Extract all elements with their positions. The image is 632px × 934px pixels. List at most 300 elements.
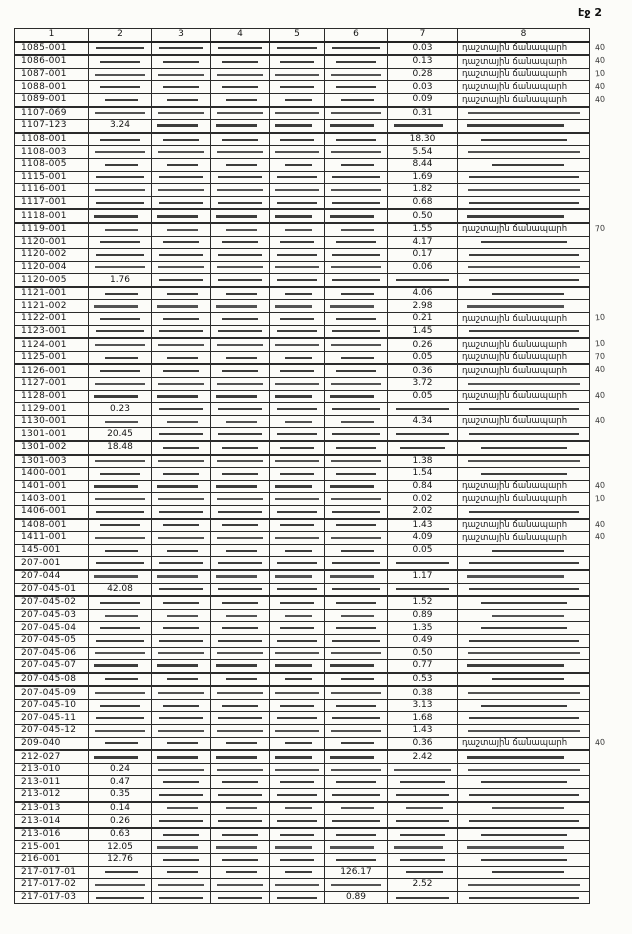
value-cell-col5 [270,120,325,133]
empty-cell-dash [341,164,373,166]
value-cell-col3 [152,171,211,184]
land-use-cell: դաշտային ճանապարհ [458,55,590,68]
land-use-cell [458,634,590,647]
empty-cell-dash [330,846,374,849]
value-cell-col6 [325,300,388,313]
empty-cell-dash [330,664,374,667]
value-cell-col7: 0.89 [388,609,458,622]
empty-cell-dash [159,897,203,899]
land-use-cell [458,841,590,854]
value-cell-col2 [89,544,152,557]
empty-cell-dash [95,692,145,694]
parcel-code: 216-001 [15,854,89,867]
value-cell-col6 [325,815,388,828]
value-cell-col2 [89,686,152,699]
margin-note [590,107,616,120]
value-cell-col6 [325,249,388,262]
empty-cell-dash [481,602,568,604]
value-cell-col2 [89,519,152,532]
empty-cell-dash [222,602,258,604]
margin-note-value: 10 [594,312,606,323]
empty-cell-dash [163,139,199,141]
empty-cell-dash [330,575,374,578]
value-cell-col6 [325,854,388,867]
land-use-cell [458,647,590,660]
value-cell-col2: 0.23 [89,403,152,416]
empty-cell-dash [94,575,138,578]
margin-note [590,236,616,249]
table-row [15,763,616,776]
value-cell-col7: 0.26 [388,338,458,351]
margin-note [590,712,616,725]
value-cell-col6: 126.17 [325,866,388,879]
value-cell-col6 [325,390,388,403]
value-cell-col7: 0.17 [388,249,458,262]
value-cell-col7: 0.05 [388,351,458,364]
value-cell-col4 [211,468,270,481]
value-cell-col7: 0.36 [388,737,458,750]
parcel-code: 1108-003 [15,146,89,159]
value-cell-col6 [325,634,388,647]
margin-note [590,828,616,841]
value-cell-col2: 0.24 [89,763,152,776]
value-cell-col5 [270,133,325,146]
value-cell-col2 [89,480,152,493]
land-use-cell [458,699,590,712]
margin-note [590,171,616,184]
empty-cell-dash [481,627,568,629]
parcel-code: 1120-002 [15,249,89,262]
value-cell-col7: 0.36 [388,364,458,377]
empty-cell-dash [158,769,205,771]
empty-cell-dash [469,588,578,590]
value-cell-col5 [270,209,325,223]
empty-cell-dash [396,794,449,796]
margin-note [590,55,616,68]
empty-cell-dash [285,421,313,423]
empty-cell-dash [94,395,138,398]
value-cell-col7: 0.84 [388,480,458,493]
value-cell-col5 [270,570,325,583]
empty-cell-dash [285,742,313,744]
value-cell-col6 [325,557,388,570]
parcel-code: 1118-001 [15,209,89,223]
value-cell-col4 [211,364,270,377]
value-cell-col2 [89,866,152,879]
table-row [15,133,616,146]
value-cell-col4 [211,519,270,532]
value-cell-col6 [325,261,388,274]
empty-cell-dash [95,189,145,191]
value-cell-col2: 12.05 [89,841,152,854]
empty-cell-dash [275,692,318,694]
empty-cell-dash [468,112,580,114]
table-row [15,493,616,506]
column-header-4: 4 [211,29,270,42]
value-cell-col5 [270,184,325,197]
empty-cell-dash [275,664,312,667]
empty-cell-dash [157,846,198,849]
empty-cell-dash [159,820,203,822]
empty-cell-dash [469,279,578,281]
value-cell-col6 [325,428,388,441]
value-cell-col4 [211,81,270,94]
empty-cell-dash [492,615,564,617]
empty-cell-dash [216,124,257,127]
empty-cell-dash [158,652,205,654]
empty-cell-dash [95,112,145,114]
value-cell-col5 [270,802,325,815]
table-row [15,364,616,377]
value-cell-col4 [211,236,270,249]
value-cell-col6 [325,841,388,854]
empty-cell-dash [100,370,139,372]
empty-cell-dash [277,897,317,899]
page-number: էջ 2 [578,6,602,19]
table-row [15,532,616,545]
value-cell-col6 [325,93,388,106]
value-cell-col2 [89,660,152,673]
value-cell-col4 [211,42,270,56]
value-cell-col3 [152,146,211,159]
empty-cell-dash [163,627,199,629]
empty-cell-dash [105,871,137,873]
empty-cell-dash [100,139,139,141]
empty-cell-dash [275,756,312,759]
margin-note [590,441,616,455]
value-cell-col4 [211,622,270,635]
empty-cell-dash [331,537,381,539]
empty-cell-dash [468,884,580,886]
empty-cell-dash [331,730,381,732]
land-use-cell [458,789,590,802]
empty-cell-dash [285,615,313,617]
value-cell-col7 [388,891,458,904]
empty-cell-dash [96,47,143,49]
empty-cell-dash [277,640,317,642]
empty-cell-dash [492,678,564,680]
value-cell-col5 [270,415,325,428]
land-use-cell [458,455,590,468]
margin-note-value: 40 [594,519,606,530]
margin-note-value: 70 [594,351,606,362]
value-cell-col7: 0.53 [388,673,458,687]
table-row [15,673,616,687]
empty-cell-dash [396,820,449,822]
value-cell-col7: 0.38 [388,686,458,699]
empty-cell-dash [158,692,205,694]
empty-cell-dash [222,447,258,449]
empty-cell-dash [226,742,256,744]
value-cell-col4 [211,532,270,545]
margin-note [590,609,616,622]
margin-note [590,261,616,274]
margin-note [590,390,616,403]
value-cell-col6 [325,596,388,609]
parcel-code: 217-017-03 [15,891,89,904]
value-cell-col5 [270,493,325,506]
empty-cell-dash [163,834,199,836]
table-row [15,184,616,197]
value-cell-col4 [211,415,270,428]
empty-cell-dash [100,524,139,526]
margin-note [590,699,616,712]
value-cell-col7: 2.98 [388,300,458,313]
value-cell-col6 [325,351,388,364]
empty-cell-dash [277,330,317,332]
empty-cell-dash [331,769,381,771]
empty-cell-dash [469,717,578,719]
value-cell-col7 [388,854,458,867]
margin-note [590,622,616,635]
empty-cell-dash [94,485,138,488]
value-cell-col5 [270,815,325,828]
empty-cell-dash [163,781,199,783]
empty-cell-dash [492,550,564,552]
value-cell-col7 [388,763,458,776]
parcel-code: 1088-001 [15,81,89,94]
value-cell-col7 [388,815,458,828]
value-cell-col5 [270,519,325,532]
table-row [15,325,616,338]
value-cell-col6 [325,415,388,428]
margin-note [590,802,616,815]
margin-note [590,686,616,699]
empty-cell-dash [100,473,139,475]
empty-cell-dash [280,447,314,449]
empty-cell-dash [341,229,373,231]
table-row [15,274,616,287]
value-cell-col5 [270,300,325,313]
empty-cell-dash [167,615,197,617]
empty-cell-dash [105,99,137,101]
parcel-code: 213-011 [15,776,89,789]
empty-cell-dash [400,834,444,836]
column-header-1: 1 [15,29,89,42]
empty-cell-dash [167,421,197,423]
land-use-cell [458,146,590,159]
value-cell-col2 [89,196,152,209]
parcel-code: 207-045-09 [15,686,89,699]
value-cell-col3 [152,750,211,763]
value-cell-col6 [325,583,388,596]
value-cell-col7: 0.31 [388,107,458,120]
value-cell-col4 [211,441,270,455]
value-cell-col7: 3.72 [388,378,458,391]
value-cell-col2 [89,455,152,468]
empty-cell-dash [277,511,317,513]
empty-cell-dash [341,678,373,680]
value-cell-col7: 1.68 [388,712,458,725]
table-row [15,236,616,249]
empty-cell-dash [100,318,139,320]
value-cell-col4 [211,776,270,789]
value-cell-col5 [270,480,325,493]
value-cell-col2: 42.08 [89,583,152,596]
land-use-cell [458,274,590,287]
empty-cell-dash [159,330,203,332]
empty-cell-dash [217,692,264,694]
empty-cell-dash [341,293,373,295]
table-row [15,223,616,236]
table-row [15,249,616,262]
value-cell-col5 [270,737,325,750]
empty-cell-dash [275,112,318,114]
parcel-code: 1129-001 [15,403,89,416]
land-use-cell [458,544,590,557]
empty-cell-dash [96,717,143,719]
value-cell-col7: 1.43 [388,725,458,738]
value-cell-col4 [211,815,270,828]
value-cell-col2: 0.35 [89,789,152,802]
value-cell-col7: 0.50 [388,209,458,223]
empty-cell-dash [158,884,205,886]
empty-cell-dash [332,433,379,435]
value-cell-col2: 3.24 [89,120,152,133]
empty-cell-dash [217,74,264,76]
value-cell-col4 [211,789,270,802]
empty-cell-dash [275,383,318,385]
empty-cell-dash [226,421,256,423]
empty-cell-dash [217,652,264,654]
empty-cell-dash [157,485,198,488]
value-cell-col2: 0.47 [89,776,152,789]
empty-cell-dash [336,524,375,526]
empty-cell-dash [481,241,568,243]
empty-cell-dash [216,756,257,759]
parcel-code: 1126-001 [15,364,89,377]
table-row [15,196,616,209]
value-cell-col5 [270,712,325,725]
margin-note [590,854,616,867]
value-cell-col3 [152,403,211,416]
land-use-cell [458,802,590,815]
table-row [15,609,616,622]
value-cell-col5 [270,390,325,403]
empty-cell-dash [167,871,197,873]
empty-cell-dash [226,357,256,359]
empty-cell-dash [96,330,143,332]
table-row [15,712,616,725]
empty-cell-dash [217,537,264,539]
table-row [15,428,616,441]
value-cell-col6: 0.89 [325,891,388,904]
table-row [15,378,616,391]
value-cell-col2 [89,712,152,725]
empty-cell-dash [95,151,145,153]
empty-cell-dash [163,602,199,604]
empty-cell-dash [159,717,203,719]
empty-cell-dash [218,176,262,178]
value-cell-col7: 4.09 [388,532,458,545]
value-cell-col6 [325,68,388,81]
table-row [15,313,616,326]
empty-cell-dash [217,383,264,385]
empty-cell-dash [96,562,143,564]
value-cell-col2 [89,673,152,687]
empty-cell-dash [332,511,379,513]
table-row [15,647,616,660]
empty-cell-dash [167,293,197,295]
value-cell-col6 [325,378,388,391]
table-row [15,815,616,828]
value-cell-col2 [89,364,152,377]
empty-cell-dash [275,189,318,191]
empty-cell-dash [280,370,314,372]
land-use-cell [458,686,590,699]
parcel-code: 207-045-05 [15,634,89,647]
parcel-code: 1400-001 [15,468,89,481]
value-cell-col7: 8.44 [388,158,458,171]
empty-cell-dash [95,74,145,76]
empty-cell-dash [277,202,317,204]
empty-cell-dash [105,421,137,423]
value-cell-col4 [211,634,270,647]
empty-cell-dash [275,846,312,849]
value-cell-col5 [270,557,325,570]
value-cell-col3 [152,686,211,699]
margin-note [590,209,616,223]
empty-cell-dash [331,112,381,114]
parcel-code: 207-045-11 [15,712,89,725]
table-row [15,468,616,481]
empty-cell-dash [468,383,580,385]
margin-note-value: 40 [594,94,606,105]
parcel-code: 213-012 [15,789,89,802]
value-cell-col7: 1.17 [388,570,458,583]
empty-cell-dash [336,447,375,449]
empty-cell-dash [163,859,199,861]
empty-cell-dash [163,61,199,63]
value-cell-col2 [89,699,152,712]
value-cell-col5 [270,891,325,904]
parcel-code: 1301-002 [15,441,89,455]
value-cell-col5 [270,763,325,776]
empty-cell-dash [396,433,449,435]
empty-cell-dash [159,408,203,410]
margin-note-value: 40 [594,480,606,491]
empty-cell-dash [216,846,257,849]
value-cell-col3 [152,249,211,262]
empty-cell-dash [396,408,449,410]
empty-cell-dash [95,884,145,886]
value-cell-col2 [89,158,152,171]
empty-cell-dash [158,344,205,346]
table-row [15,686,616,699]
empty-cell-dash [406,871,443,873]
empty-cell-dash [222,627,258,629]
empty-cell-dash [275,151,318,153]
value-cell-col5 [270,879,325,892]
value-cell-col7 [388,557,458,570]
value-cell-col2 [89,378,152,391]
value-cell-col6 [325,763,388,776]
parcel-code: 1108-005 [15,158,89,171]
value-cell-col2 [89,93,152,106]
value-cell-col3 [152,223,211,236]
margin-note-value: 40 [594,81,606,92]
empty-cell-dash [218,562,262,564]
empty-cell-dash [277,254,317,256]
empty-cell-dash [332,794,379,796]
empty-cell-dash [157,395,198,398]
margin-note [590,519,616,532]
value-cell-col6 [325,146,388,159]
value-cell-col4 [211,699,270,712]
empty-cell-dash [157,575,198,578]
value-cell-col2 [89,249,152,262]
empty-cell-dash [332,640,379,642]
